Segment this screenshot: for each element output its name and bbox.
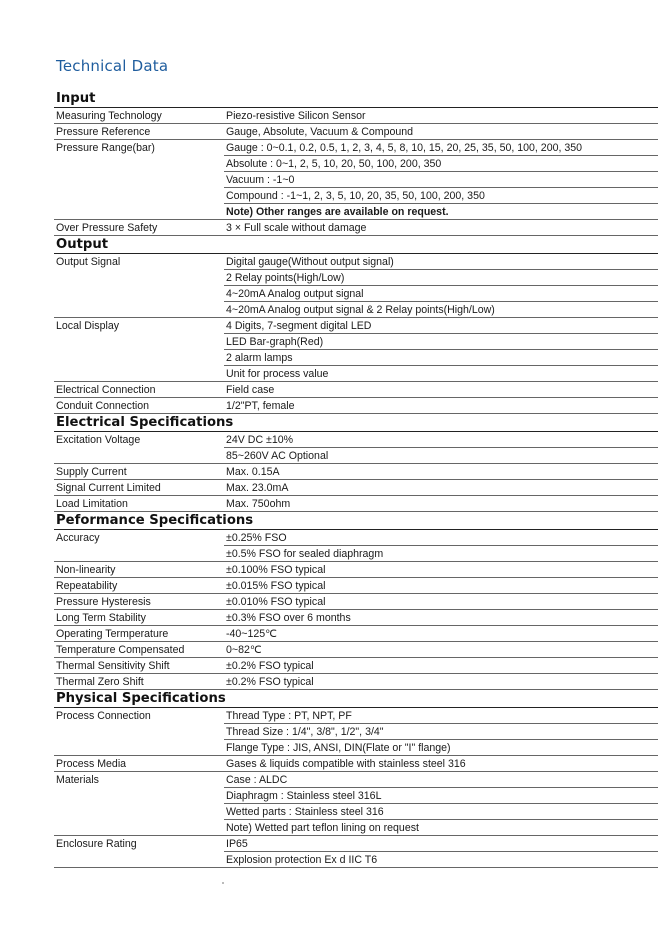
spec-label: Conduit Connection [54, 398, 224, 414]
spec-value: IP65 [224, 836, 658, 852]
spec-value: Digital gauge(Without output signal) [224, 254, 658, 270]
spec-value: Max. 750ohm [224, 496, 658, 512]
spec-row [54, 804, 658, 820]
spec-row [54, 836, 658, 852]
spec-label: Non-linearity [54, 562, 224, 578]
spec-value: LED Bar-graph(Red) [224, 334, 658, 350]
spec-label [54, 820, 224, 836]
spec-label: Long Term Stability [54, 610, 224, 626]
spec-label: Operating Termperature [54, 626, 224, 642]
spec-value: Explosion protection Ex d IIC T6 [224, 852, 658, 868]
spec-row [54, 398, 658, 414]
spec-value: Thread Type : PT, NPT, PF [224, 708, 658, 724]
spec-row [54, 820, 658, 836]
spec-label [54, 448, 224, 464]
spec-row [54, 852, 658, 868]
spec-row [54, 108, 658, 124]
spec-label: Local Display [56, 320, 120, 332]
spec-value: ±0.015% FSO typical [224, 578, 658, 594]
spec-label [54, 350, 224, 366]
spec-row [54, 788, 658, 804]
spec-row [54, 220, 658, 236]
spec-label: Thermal Zero Shift [54, 674, 224, 690]
spec-label: Repeatability [54, 578, 224, 594]
spec-row [54, 318, 658, 334]
section-peformance-specifications [54, 512, 658, 690]
spec-value: Max. 0.15A [224, 464, 658, 480]
page-title: Technical Data [56, 57, 169, 75]
spec-label [54, 804, 224, 820]
spec-label: Output Signal [56, 256, 121, 268]
spec-label: Load Limitation [54, 496, 224, 512]
spec-label: Pressure Hysteresis [54, 594, 224, 610]
spec-label: Electrical Connection [54, 382, 224, 398]
spec-value: ±0.2% FSO typical [224, 658, 658, 674]
spec-value: 3 × Full scale without damage [224, 220, 658, 236]
section-electrical-specifications [54, 414, 658, 512]
spec-value: ±0.100% FSO typical [224, 562, 658, 578]
spec-label [54, 788, 224, 804]
spec-value: Vacuum : -1~0 [224, 172, 658, 188]
spec-value: 1/2"PT, female [224, 398, 658, 414]
spec-row [54, 350, 658, 366]
spec-label [54, 852, 224, 868]
spec-row [54, 626, 658, 642]
spec-value: 2 Relay points(High/Low) [224, 270, 658, 286]
spec-row [54, 562, 658, 578]
spec-label: Supply Current [54, 464, 224, 480]
spec-row [54, 188, 658, 204]
section-input [54, 90, 658, 236]
spec-label: Over Pressure Safety [54, 220, 224, 236]
spec-row [54, 254, 658, 270]
spec-value: Gases & liquids compatible with stainless steel 316 [224, 756, 658, 772]
spec-label: Pressure Range(bar) [56, 142, 155, 154]
section-heading: Physical Specifications [54, 690, 658, 708]
spec-value: ±0.5% FSO for sealed diaphragm [224, 546, 658, 562]
spec-label [54, 740, 224, 756]
section-heading: Output [54, 236, 658, 254]
spec-row [54, 140, 658, 156]
spec-label [54, 270, 224, 286]
spec-value: Flange Type : JIS, ANSI, DIN(Flate or "I" flange) [224, 740, 658, 756]
spec-row [54, 594, 658, 610]
spec-row [54, 366, 658, 382]
spec-value: Note) Other ranges are available on request. [224, 204, 658, 220]
spec-label: Pressure Reference [54, 124, 224, 140]
spec-value: 24V DC ±10% [224, 432, 658, 448]
spec-label [54, 204, 224, 220]
spec-row [54, 546, 658, 562]
section-heading: Peformance Specifications [54, 512, 658, 530]
section-heading: Input [54, 90, 658, 108]
spec-label [54, 156, 224, 172]
spec-label: Materials [56, 774, 99, 786]
spec-row [54, 286, 658, 302]
spec-label: Signal Current Limited [54, 480, 224, 496]
spec-value: 0~82℃ [224, 642, 658, 658]
spec-row [54, 448, 658, 464]
spec-row [54, 740, 658, 756]
spec-value: Max. 23.0mA [224, 480, 658, 496]
spec-value: Compound : -1~1, 2, 3, 5, 10, 20, 35, 50, 100, 200, 350 [224, 188, 658, 204]
spec-value: ±0.3% FSO over 6 months [224, 610, 658, 626]
spec-row [54, 610, 658, 626]
section-physical-specifications [54, 690, 658, 868]
scan-speck [222, 882, 224, 884]
spec-value: Thread Size : 1/4", 3/8", 1/2", 3/4" [224, 724, 658, 740]
spec-row [54, 464, 658, 480]
spec-label [54, 546, 224, 562]
spec-row [54, 496, 658, 512]
spec-row [54, 432, 658, 448]
spec-label [54, 286, 224, 302]
spec-row [54, 642, 658, 658]
spec-row [54, 708, 658, 724]
spec-value: Field case [224, 382, 658, 398]
section-output [54, 236, 658, 414]
spec-row [54, 674, 658, 690]
spec-label: Enclosure Rating [56, 838, 137, 850]
spec-value: ±0.25% FSO [224, 530, 658, 546]
spec-value: 2 alarm lamps [224, 350, 658, 366]
spec-row [54, 124, 658, 140]
spec-row [54, 772, 658, 788]
spec-value: Absolute : 0~1, 2, 5, 10, 20, 50, 100, 200, 350 [224, 156, 658, 172]
spec-value: Gauge, Absolute, Vacuum & Compound [224, 124, 658, 140]
spec-row [54, 382, 658, 398]
section-heading: Electrical Specifications [54, 414, 658, 432]
spec-value: ±0.2% FSO typical [224, 674, 658, 690]
spec-value: Wetted parts : Stainless steel 316 [224, 804, 658, 820]
spec-row [54, 172, 658, 188]
spec-value: Case : ALDC [224, 772, 658, 788]
spec-label [54, 334, 224, 350]
spec-row [54, 724, 658, 740]
spec-label: Process Connection [56, 710, 151, 722]
spec-value: 4~20mA Analog output signal & 2 Relay points(High/Low) [224, 302, 658, 318]
spec-label [54, 366, 224, 382]
spec-label [54, 172, 224, 188]
spec-row [54, 270, 658, 286]
spec-label [54, 188, 224, 204]
spec-label [54, 302, 224, 318]
spec-value: Unit for process value [224, 366, 658, 382]
spec-value: 4~20mA Analog output signal [224, 286, 658, 302]
spec-label [54, 724, 224, 740]
spec-label: Excitation Voltage [56, 434, 141, 446]
spec-row [54, 204, 658, 220]
spec-label: Process Media [54, 756, 224, 772]
spec-label: Temperature Compensated [54, 642, 224, 658]
spec-label: Thermal Sensitivity Shift [54, 658, 224, 674]
spec-value: Note) Wetted part teflon lining on request [224, 820, 658, 836]
spec-row [54, 756, 658, 772]
spec-value: -40~125℃ [224, 626, 658, 642]
spec-value: 4 Digits, 7-segment digital LED [224, 318, 658, 334]
spec-row [54, 658, 658, 674]
spec-value: Diaphragm : Stainless steel 316L [224, 788, 658, 804]
spec-row [54, 578, 658, 594]
spec-value: Piezo-resistive Silicon Sensor [224, 108, 658, 124]
spec-value: ±0.010% FSO typical [224, 594, 658, 610]
spec-row [54, 302, 658, 318]
spec-label: Accuracy [56, 532, 100, 544]
spec-row [54, 480, 658, 496]
spec-value: Gauge : 0~0.1, 0.2, 0.5, 1, 2, 3, 4, 5, 8, 10, 15, 20, 25, 35, 50, 100, 200, 350 [224, 140, 658, 156]
spec-row [54, 334, 658, 350]
spec-row [54, 530, 658, 546]
spec-table [54, 90, 658, 868]
spec-value: 85~260V AC Optional [224, 448, 658, 464]
spec-row [54, 156, 658, 172]
spec-label: Measuring Technology [54, 108, 224, 124]
